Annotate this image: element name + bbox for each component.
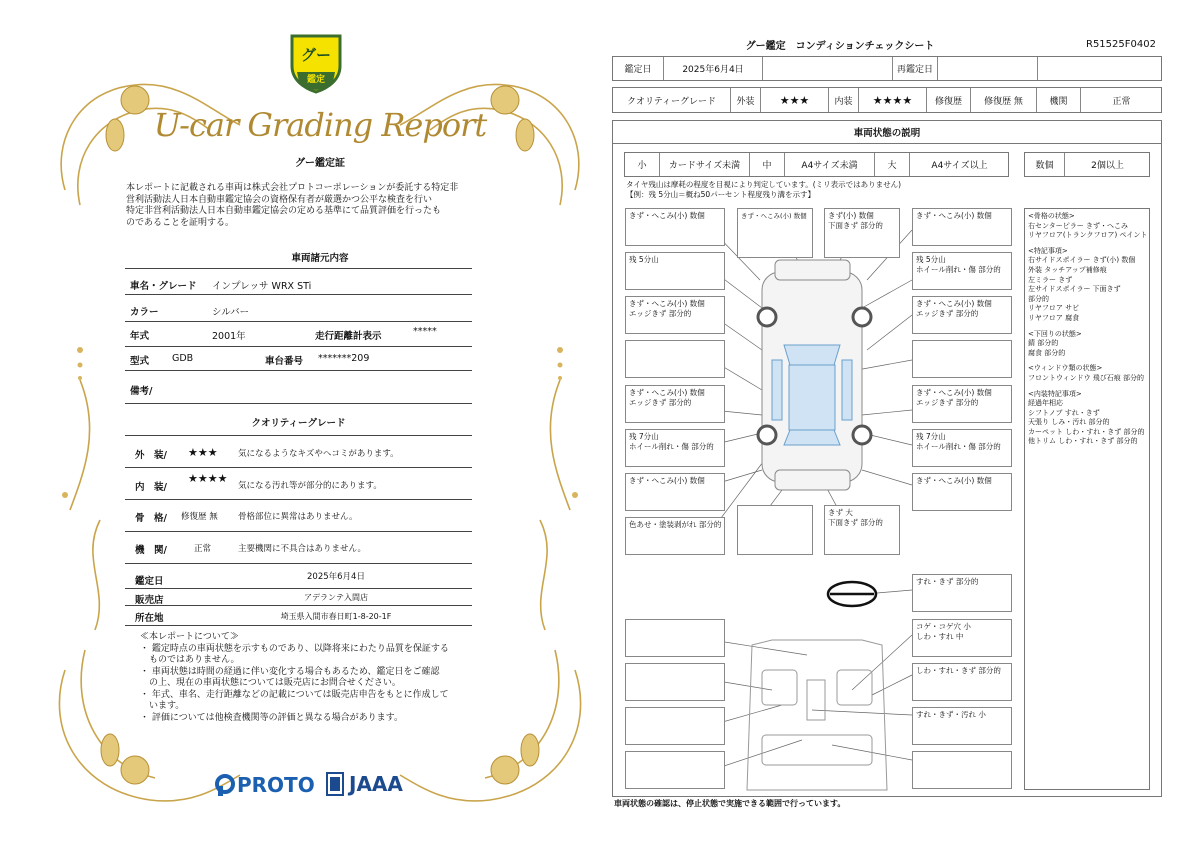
quality-row-exterior: 外 装/ ★★★ 気になるようなキズやヘコミがあります。 [125,436,472,468]
damage-box-right-7: きず・へこみ(小) 数個 [912,473,1012,511]
condition-notes: <骨格の状態> 右センターピラー きず・へこみ リヤフロア(トランクフロア) ペイント <特記事項> 右サイドスポイラー きず(小) 数個 外装 タッチアップ補修痕 左ミラー きず 左サイドスポイラー 下面きず 部分的 リヤフロア サビ リヤフロア 腐食 <下回りの状態> 錆 部分的 腐食 部分的 <ウィンドウ類の状態> フロントウィンドウ 飛び石痕 部分的 <内装特記事項> 経過年相応 シフトノブ すれ・きず 天張り しみ・汚れ 部分的 カーペット しわ・すれ・きず 部分的 他トリム しわ・すれ・きず 部分的 [1024,208,1150,790]
jaaa-logo: JAAA [325,770,403,798]
interior-box-right-1: コゲ・コゲ穴 小 しわ・すれ 中 [912,619,1012,657]
damage-box-rear-3: きず 大 下面きず 部分的 [824,505,900,555]
damage-box-front-left-2: きず・へこみ(小) 数個 [737,208,813,258]
spec-row-model: 型式 GDB 車台番号 *******209 [125,347,472,371]
interior-box-right-4 [912,751,1012,789]
sheet-title: グー鑑定 コンディションチェックシート [745,41,935,52]
interior-box-left-3 [625,707,725,745]
interior-box-left-2 [625,663,725,701]
damage-box-left-5: きず・へこみ(小) 数個 エッジきず 部分的 [625,385,725,423]
spec-row-remarks: 備考/ [125,371,472,404]
badge-top-text: グー [300,46,331,64]
tire-note: タイヤ残山は摩耗の程度を目視により判定しています。(ミリ表示ではありません) 【例：残 5分山＝概ね50パーセント程度残り溝を示す】 [626,180,902,199]
quality-row-frame: 骨 格/ 修復歴 無 骨格部位に異常はありません。 [125,500,472,532]
certificate-text: 本レポートに記載される車両は株式会社プロトコーポレーションが委託する特定非 営利活動法人日本自動車鑑定協会の資格保有者が厳選かつ公平な検査を行い 特定非営利活動法人日本自動車鑑定協会の定める基準にて品質評価を行ったも のであることを証明する。 [126,183,459,228]
interior-box-steering: すれ・きず 部分的 [912,574,1012,612]
quality-section-title: クオリティーグレード [125,404,472,436]
tire-box-rear-right: 残 7分山 ホイール削れ・傷 部分的 [912,429,1012,467]
quality-row: クオリティーグレード 外装 ★★★ 内装 ★★★★ 修復歴 修復歴 無 機関 正常 [612,87,1162,113]
spec-section-title: 車両諸元内容 [291,253,349,264]
shop-row-address: 所在地 埼玉県入間市春日町1-8-20-1F [125,606,472,626]
spec-row-year: 年式 2001年 走行距離計表示 ***** [125,322,472,347]
shop-row-date: 鑑定日 2025年6月4日 [125,564,472,589]
damage-box-right-3: きず・へこみ(小) 数個 エッジきず 部分的 [912,296,1012,334]
interior-box-left-1 [625,619,725,657]
date-row: 鑑定日 2025年6月4日 再鑑定日 [612,56,1162,81]
badge-bottom-text: 鑑定 [306,75,325,85]
damage-box-rear-1: 色あせ・塗装剥がれ 部分的 [625,517,725,555]
proto-logo: PROTO [215,772,315,798]
damage-box-left-7: きず・へこみ(小) 数個 [625,473,725,511]
report-number: R51525F0402 [1086,39,1156,50]
shop-row-name: 販売店 アデランテ入間店 [125,589,472,606]
tire-box-rear-left: 残 7分山 ホイール削れ・傷 部分的 [625,429,725,467]
size-legend: 小 カードサイズ未満 中 A4サイズ未満 大 A4サイズ以上 [624,152,1009,177]
interior-box-left-4 [625,751,725,789]
condition-title: 車両状態の説明 [612,120,1162,144]
spec-row-color: カラー シルバー [125,295,472,322]
interior-box-right-2: しわ・すれ・きず 部分的 [912,663,1012,701]
tire-box-front-right: 残 5分山 ホイール削れ・傷 部分的 [912,252,1012,290]
damage-box-front-center: きず(小) 数個 下面きず 部分的 [824,208,900,258]
goo-kantei-badge [288,32,344,94]
damage-box-rear-2 [737,505,813,555]
report-title: U-car Grading Report [153,106,487,144]
sheet-footer: 車両状態の確認は、停止状態で実施できる範囲で行っています。 [614,799,846,808]
report-notes: ≪本レポートについて≫ ・ 鑑定時点の車両状態を示すものであり、以降将来にわたり品質を保証する ものではありません。 ・ 車両状態は時間の経過に伴い変化する場合もあるため、鑑定日をご確認 の上、現在の車両状態については販売店にお問合せください。 ・ 年式、車名、走行距離などの記載については販売店申告をもとに作成して います。 ・ 評価については他検査機関等の評価と異なる場合があります。 [140,632,449,723]
damage-box-left-3: きず・へこみ(小) 数個 エッジきず 部分的 [625,296,725,334]
certificate-title: グー鑑定証 [295,158,345,169]
damage-box-front-left-1: きず・へこみ(小) 数個 [625,208,725,246]
damage-box-right-5: きず・へこみ(小) 数個 エッジきず 部分的 [912,385,1012,423]
quality-row-engine: 機 関/ 正常 主要機関に不具合はありません。 [125,532,472,564]
damage-box-left-4 [625,340,725,378]
damage-box-right-4 [912,340,1012,378]
tire-box-front-left: 残 5分山 [625,252,725,290]
spec-row-car-name: 車名・グレード インプレッサ WRX STi [125,268,472,295]
damage-box-front-right-1: きず・へこみ(小) 数個 [912,208,1012,246]
interior-box-right-3: すれ・きず・汚れ 小 [912,707,1012,745]
count-legend: 数個 2個以上 [1024,152,1150,177]
quality-row-interior: 内 装/ ★★★★ 気になる汚れ等が部分的にあります。 [125,468,472,500]
